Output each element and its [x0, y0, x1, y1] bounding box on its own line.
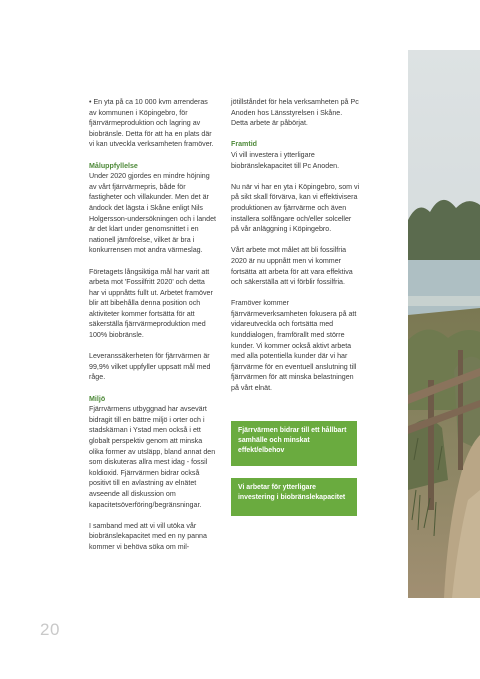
paragraph: Företagets långsiktiga mål har varit att arbeta mot 'Fossilfritt 2020' och detta har vi uppnåtts fullt ut. Arbetet framöver blir att bibehålla denna position och aktiviteter kommer fortsätta för att säkerställa fjärrvärmeproduktion med 100% biobränsle.: [89, 267, 213, 340]
callout-box: Fjärrvärmen bidrar till ett hållbart samhälle och minskat effekt/elbehov: [231, 421, 357, 466]
heading-environment: Miljö: [89, 394, 106, 403]
paragraph: Vårt arbete mot målet att bli fossilfria 2020 är nu uppnått men vi kommer fortsätta att arbeta för att vara effektiva och säkerställa att vi förblir fossilfria.: [231, 246, 353, 287]
heading-goal: Måluppfyllelse: [89, 161, 138, 170]
coastal-photo: [408, 50, 480, 598]
paragraph: Nu när vi har en yta i Köpingebro, som vi på sikt skall förvärva, kan vi effektivisera produktionen av fjärrvärme och även installera solfångare och/eller solceller på vår anläggning i Köpingebro.: [231, 182, 360, 234]
left-text-column: [89, 97, 217, 563]
paragraph: I samband med att vi vill utöka vår biobränslekapacitet med en ny panna kommer vi behöva söka om mil-: [89, 521, 207, 551]
paragraph: Under 2020 gjordes en mindre höjning av vårt fjärrvärmepris, både för fastigheter och villakunder. Men det är ändock det lägsta i Skåne enligt Nils Holgersson-undersökningen och i landet är det klart under genomsnittet i en nationell jämförelse, vilket är bra i konkurrensen mot andra värmeslag.: [89, 172, 216, 255]
paragraph: jötillståndet för hela verksamheten på Pc Anoden hos Länsstyrelsen i Skåne. Detta arbete är påbörjat.: [231, 98, 359, 128]
page-number: 20: [40, 620, 60, 639]
paragraph: Vi vill investera i ytterligare biobränslekapacitet till Pc Anoden.: [231, 150, 340, 170]
paragraph: Leveranssäkerheten för fjärrvärmen är 99,9% vilket uppfyller uppsatt mål med råge.: [89, 352, 211, 382]
bullet-paragraph: • En yta på ca 10 000 kvm arrenderas av kommunen i Köpingebro, för fjärrvärmeproduktion och lagring av biobränsle. Detta för att ha en plats där vi kan utveckla verksamheten framöver.: [89, 98, 214, 149]
paragraph: Framöver kommer fjärrvärmeverksamheten fokusera på att vidareutveckla och fortsätta med kunddialogen, framförallt med större kunder. Vi kommer också aktivt arbeta med alla potentiella kunder där vi har fjärrvärme för en eventuell anslutning till fjärrvärmen för att minska belastningen på vårt elnät.: [231, 299, 357, 393]
right-text-column: [231, 97, 361, 404]
callout-box: Vi arbetar för ytterligare investering i biobränslekapacitet: [231, 478, 357, 516]
heading-future: Framtid: [231, 140, 258, 149]
paragraph: Fjärrvärmens utbyggnad har avsevärt bidragit till en bättre miljö i orter och i stadskärnan i Ystad men också i ett globalt perspektiv genom att minska olika former av utsläpp, bland annat den som diskuteras allra mest idag - fossil koldioxid. Fjärrvärmen bidrar också positivt till en avlastning av elnätet avseende all diskussion om kapacitetsöverföring/begränsningar.: [89, 405, 216, 509]
